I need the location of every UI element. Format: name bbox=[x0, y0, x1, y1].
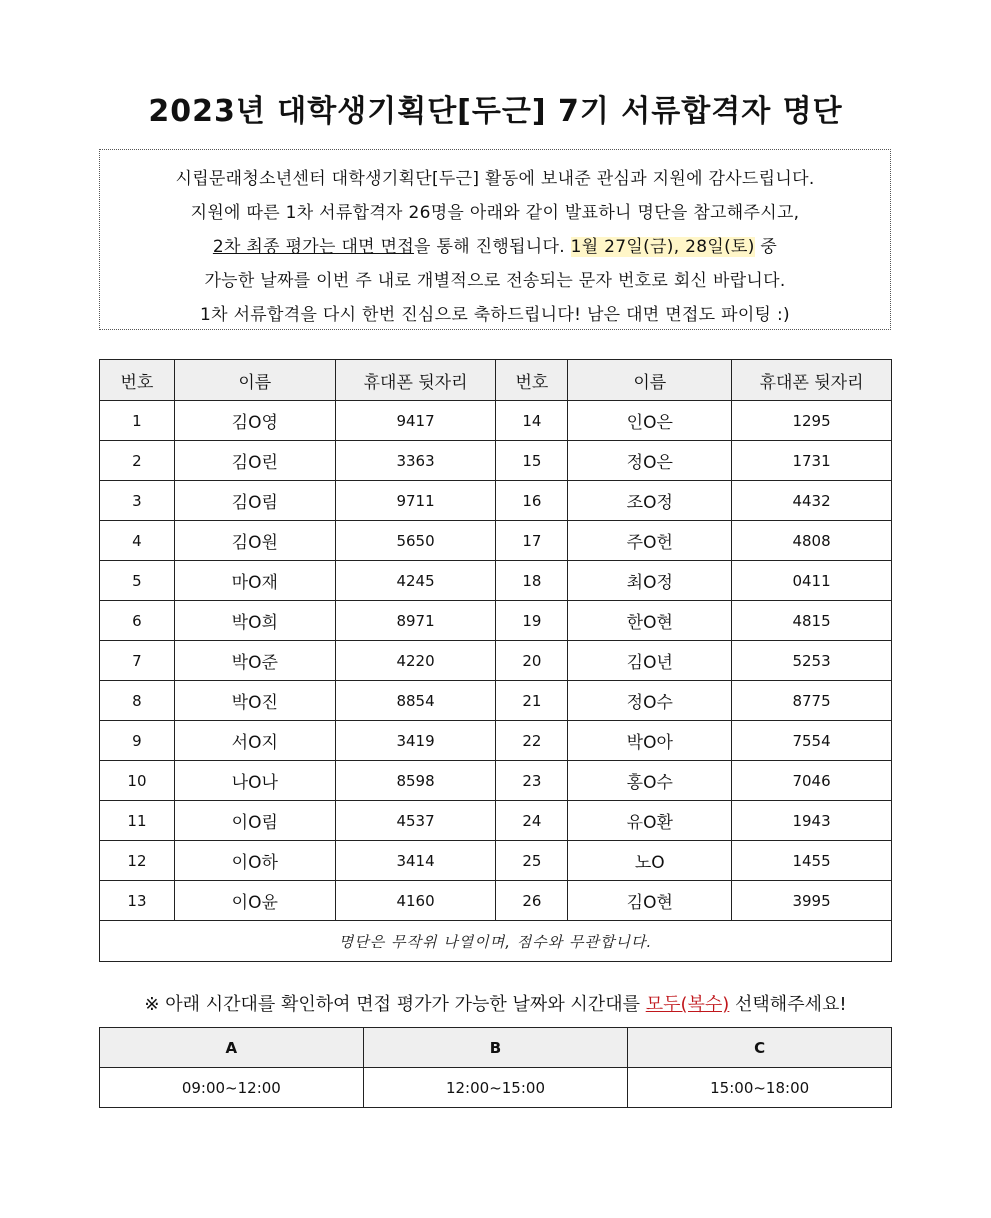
table-row bbox=[100, 401, 892, 441]
name-cell: 김O림 bbox=[174, 481, 335, 521]
phone-cell: 3995 bbox=[732, 881, 892, 921]
notice-line-2: 지원에 따른 1차 서류합격자 26명을 아래와 같이 발표하니 명단을 참고해주시고, bbox=[190, 203, 800, 223]
number-cell: 5 bbox=[100, 561, 175, 601]
name-cell: 유O환 bbox=[568, 801, 732, 841]
applicant-table bbox=[99, 359, 892, 962]
header-number-2: 번호 bbox=[496, 360, 568, 401]
header-phone-1: 휴대폰 뒷자리 bbox=[335, 360, 496, 401]
phone-cell: 3414 bbox=[335, 841, 496, 881]
number-cell: 15 bbox=[496, 441, 568, 481]
phone-cell: 8598 bbox=[335, 761, 496, 801]
header-phone-2: 휴대폰 뒷자리 bbox=[732, 360, 892, 401]
number-cell: 2 bbox=[100, 441, 175, 481]
table-header-row bbox=[100, 360, 892, 401]
header-name-2: 이름 bbox=[568, 360, 732, 401]
number-cell: 21 bbox=[496, 681, 568, 721]
number-cell: 4 bbox=[100, 521, 175, 561]
number-cell: 14 bbox=[496, 401, 568, 441]
name-cell: 박O준 bbox=[174, 641, 335, 681]
name-cell: 마O재 bbox=[174, 561, 335, 601]
applicant-table-body bbox=[100, 401, 892, 921]
phone-cell: 5253 bbox=[732, 641, 892, 681]
timeslot-header-b: B bbox=[363, 1028, 628, 1068]
number-cell: 18 bbox=[496, 561, 568, 601]
number-cell: 1 bbox=[100, 401, 175, 441]
instruction-suffix: 선택해주세요! bbox=[729, 994, 847, 1015]
phone-cell: 4808 bbox=[732, 521, 892, 561]
phone-cell: 4537 bbox=[335, 801, 496, 841]
phone-cell: 7046 bbox=[732, 761, 892, 801]
number-cell: 16 bbox=[496, 481, 568, 521]
phone-cell: 4160 bbox=[335, 881, 496, 921]
timeslot-header-c: C bbox=[628, 1028, 892, 1068]
header-name-1: 이름 bbox=[174, 360, 335, 401]
header-number-1: 번호 bbox=[100, 360, 175, 401]
table-row bbox=[100, 441, 892, 481]
name-cell: 박O진 bbox=[174, 681, 335, 721]
name-cell: 조O정 bbox=[568, 481, 732, 521]
number-cell: 7 bbox=[100, 641, 175, 681]
phone-cell: 4245 bbox=[335, 561, 496, 601]
number-cell: 9 bbox=[100, 721, 175, 761]
number-cell: 13 bbox=[100, 881, 175, 921]
name-cell: 김O린 bbox=[174, 441, 335, 481]
name-cell: 박O아 bbox=[568, 721, 732, 761]
instruction-emphasis: 모두(복수) bbox=[645, 994, 730, 1015]
notice-line-3 bbox=[100, 230, 890, 264]
name-cell: 노O bbox=[568, 841, 732, 881]
table-row bbox=[100, 721, 892, 761]
timeslot-time-c: 15:00~18:00 bbox=[628, 1068, 892, 1108]
table-row bbox=[100, 561, 892, 601]
notice-line-5: 1차 서류합격을 다시 한번 진심으로 축하드립니다! 남은 대면 면접도 파이팅 :) bbox=[200, 305, 790, 325]
name-cell: 박O희 bbox=[174, 601, 335, 641]
page-title: 2023년 대학생기획단[두근] 7기 서류합격자 명단 bbox=[148, 94, 843, 129]
timeslot-header-a: A bbox=[100, 1028, 364, 1068]
timeslot-table bbox=[99, 1027, 892, 1108]
number-cell: 20 bbox=[496, 641, 568, 681]
number-cell: 23 bbox=[496, 761, 568, 801]
number-cell: 8 bbox=[100, 681, 175, 721]
timeslot-time-a: 09:00~12:00 bbox=[100, 1068, 364, 1108]
notice-highlight-dates: 1월 27일(금), 28일(토) bbox=[570, 237, 755, 257]
name-cell: 홍O수 bbox=[568, 761, 732, 801]
phone-cell: 7554 bbox=[732, 721, 892, 761]
phone-cell: 3419 bbox=[335, 721, 496, 761]
name-cell: 이O림 bbox=[174, 801, 335, 841]
number-cell: 11 bbox=[100, 801, 175, 841]
notice-end-text: 중 bbox=[754, 237, 778, 257]
number-cell: 6 bbox=[100, 601, 175, 641]
phone-cell: 8854 bbox=[335, 681, 496, 721]
table-row bbox=[100, 801, 892, 841]
name-cell: 김O현 bbox=[568, 881, 732, 921]
number-cell: 17 bbox=[496, 521, 568, 561]
timeslot-time-b: 12:00~15:00 bbox=[363, 1068, 628, 1108]
phone-cell: 8971 bbox=[335, 601, 496, 641]
number-cell: 10 bbox=[100, 761, 175, 801]
timeslot-header-row bbox=[100, 1028, 892, 1068]
phone-cell: 4220 bbox=[335, 641, 496, 681]
name-cell: 김O영 bbox=[174, 401, 335, 441]
name-cell: 서O지 bbox=[174, 721, 335, 761]
number-cell: 22 bbox=[496, 721, 568, 761]
table-row bbox=[100, 761, 892, 801]
phone-cell: 1731 bbox=[732, 441, 892, 481]
table-row bbox=[100, 601, 892, 641]
phone-cell: 9711 bbox=[335, 481, 496, 521]
name-cell: 정O수 bbox=[568, 681, 732, 721]
name-cell: 정O은 bbox=[568, 441, 732, 481]
phone-cell: 3363 bbox=[335, 441, 496, 481]
table-row bbox=[100, 521, 892, 561]
number-cell: 26 bbox=[496, 881, 568, 921]
number-cell: 24 bbox=[496, 801, 568, 841]
phone-cell: 0411 bbox=[732, 561, 892, 601]
name-cell: 주O헌 bbox=[568, 521, 732, 561]
timeslot-time-row bbox=[100, 1068, 892, 1108]
phone-cell: 5650 bbox=[335, 521, 496, 561]
name-cell: 이O윤 bbox=[174, 881, 335, 921]
name-cell: 인O은 bbox=[568, 401, 732, 441]
phone-cell: 1943 bbox=[732, 801, 892, 841]
table-row bbox=[100, 681, 892, 721]
number-cell: 25 bbox=[496, 841, 568, 881]
name-cell: 한O현 bbox=[568, 601, 732, 641]
number-cell: 12 bbox=[100, 841, 175, 881]
notice-underlined-text: 2차 최종 평가는 대면 면접 bbox=[212, 237, 415, 257]
table-row bbox=[100, 881, 892, 921]
number-cell: 19 bbox=[496, 601, 568, 641]
notice-box bbox=[99, 149, 891, 330]
table-footer-row bbox=[100, 921, 892, 962]
table-row bbox=[100, 841, 892, 881]
table-footnote: 명단은 무작위 나열이며, 점수와 무관합니다. bbox=[100, 921, 892, 962]
notice-middle-text: 을 통해 진행됩니다. bbox=[414, 237, 571, 257]
name-cell: 나O나 bbox=[174, 761, 335, 801]
name-cell: 이O하 bbox=[174, 841, 335, 881]
notice-line-4: 가능한 날짜를 이번 주 내로 개별적으로 전송되는 문자 번호로 회신 바랍니다. bbox=[204, 271, 786, 291]
name-cell: 최O정 bbox=[568, 561, 732, 601]
table-row bbox=[100, 641, 892, 681]
number-cell: 3 bbox=[100, 481, 175, 521]
instruction-prefix: ※ 아래 시간대를 확인하여 면접 평가가 가능한 날짜와 시간대를 bbox=[144, 994, 646, 1015]
name-cell: 김O원 bbox=[174, 521, 335, 561]
phone-cell: 4432 bbox=[732, 481, 892, 521]
table-row bbox=[100, 481, 892, 521]
instruction-text bbox=[0, 990, 991, 1016]
phone-cell: 8775 bbox=[732, 681, 892, 721]
phone-cell: 9417 bbox=[335, 401, 496, 441]
phone-cell: 4815 bbox=[732, 601, 892, 641]
phone-cell: 1295 bbox=[732, 401, 892, 441]
name-cell: 김O년 bbox=[568, 641, 732, 681]
phone-cell: 1455 bbox=[732, 841, 892, 881]
notice-line-1: 시립문래청소년센터 대학생기획단[두근] 활동에 보내준 관심과 지원에 감사드립니다. bbox=[175, 169, 815, 189]
